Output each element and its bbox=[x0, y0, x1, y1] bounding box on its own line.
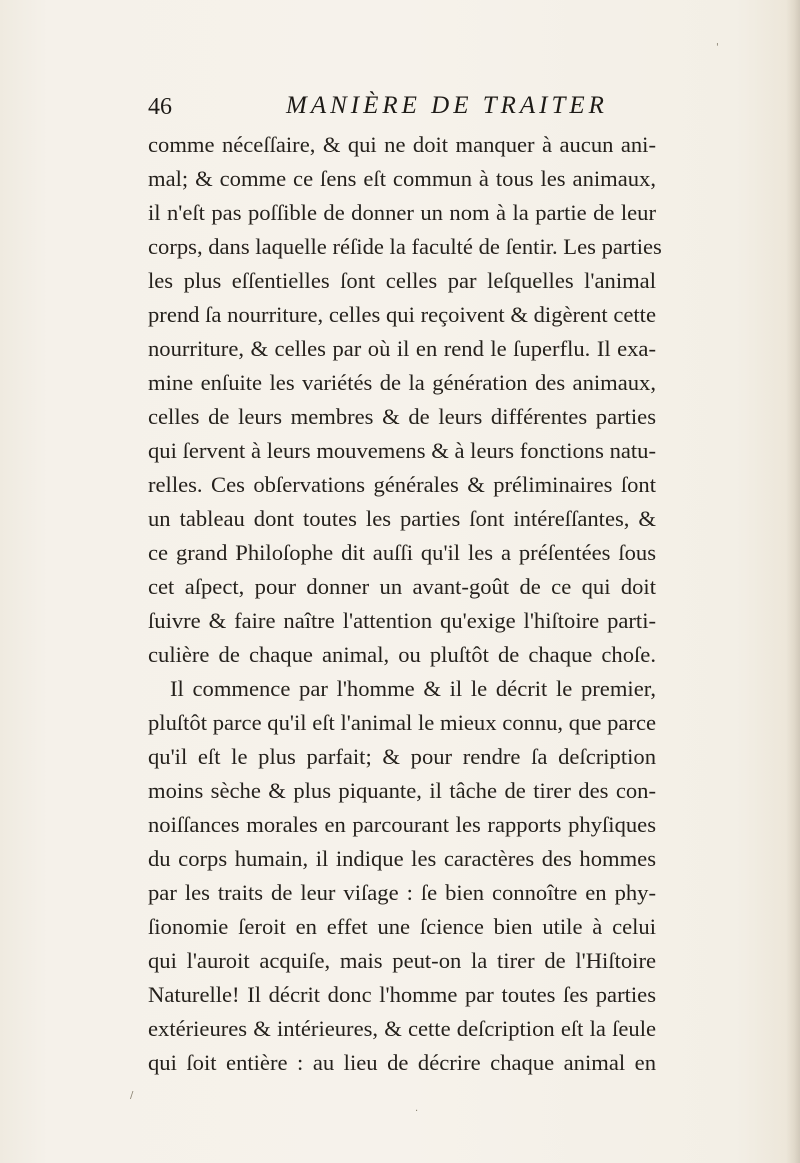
text-line: qui l'auroit acquiſe, mais peut-on la tirer de l'Hiſtoire bbox=[148, 948, 656, 973]
text-line: moins sèche & plus piquante, il tâche de tirer des con- bbox=[148, 778, 656, 803]
page-edge-shadow bbox=[786, 0, 800, 1163]
running-head: MANIÈRE DE TRAITER bbox=[286, 92, 608, 119]
text-line: mine enſuite les variétés de la génération des animaux, bbox=[148, 370, 656, 395]
text-line: ſuivre & faire naître l'attention qu'exige l'hiſtoire parti- bbox=[148, 608, 656, 633]
page-number: 46 bbox=[148, 94, 172, 120]
text-line: qui ſervent à leurs mouvemens & à leurs fonctions natu- bbox=[148, 438, 656, 463]
text-line: du corps humain, il indique les caractères des hommes bbox=[148, 846, 656, 871]
text-line: culière de chaque animal, ou pluſtôt de chaque choſe. bbox=[148, 642, 656, 667]
text-line: Naturelle! Il décrit donc l'homme par toutes ſes parties bbox=[148, 982, 656, 1007]
text-line: cet aſpect, pour donner un avant-goût de ce qui doit bbox=[148, 574, 656, 599]
text-line: mal; & comme ce ſens eſt commun à tous les animaux, bbox=[148, 166, 656, 191]
text-line: ce grand Philoſophe dit auſſi qu'il les a préſentées ſous bbox=[148, 540, 656, 565]
text-line: pluſtôt parce qu'il eſt l'animal le mieux connu, que parce bbox=[148, 710, 656, 735]
text-line: ſionomie ſeroit en effet une ſcience bien utile à celui bbox=[148, 914, 656, 939]
text-line: les plus eſſentielles ſont celles par leſquelles l'animal bbox=[148, 268, 656, 293]
paragraph-start-line: Il commence par l'homme & il le décrit le premier, bbox=[170, 676, 656, 701]
text-line: corps, dans laquelle réſide la faculté de ſentir. Les parties bbox=[148, 234, 662, 259]
text-line: celles de leurs membres & de leurs différentes parties bbox=[148, 404, 656, 429]
text-line: nourriture, & celles par où il en rend le ſuperflu. Il exa- bbox=[148, 336, 656, 361]
text-line: par les traits de leur viſage : ſe bien connoître en phy- bbox=[148, 880, 656, 905]
speck-mark: / bbox=[130, 1090, 134, 1101]
body-text bbox=[148, 128, 662, 1080]
text-line: il n'eſt pas poſſible de donner un nom à la partie de leur bbox=[148, 200, 656, 225]
text-line: comme néceſſaire, & qui ne doit manquer à aucun ani- bbox=[148, 132, 656, 157]
text-line: extérieures & intérieures, & cette deſcription eſt la ſeule bbox=[148, 1016, 656, 1041]
speck-mark: · bbox=[415, 1106, 419, 1117]
text-line: prend ſa nourriture, celles qui reçoivent & digèrent cette bbox=[148, 302, 656, 327]
page-header bbox=[148, 92, 668, 124]
text-line: relles. Ces obſervations générales & préliminaires ſont bbox=[148, 472, 656, 497]
text-line: qu'il eſt le plus parfait; & pour rendre ſa deſcription bbox=[148, 744, 656, 769]
speck-mark: ' bbox=[716, 42, 719, 53]
text-line: un tableau dont toutes les parties ſont intéreſſantes, & bbox=[148, 506, 656, 531]
text-line: qui ſoit entière : au lieu de décrire chaque animal en bbox=[148, 1050, 656, 1075]
text-line: noiſſances morales en parcourant les rapports phyſiques bbox=[148, 812, 656, 837]
